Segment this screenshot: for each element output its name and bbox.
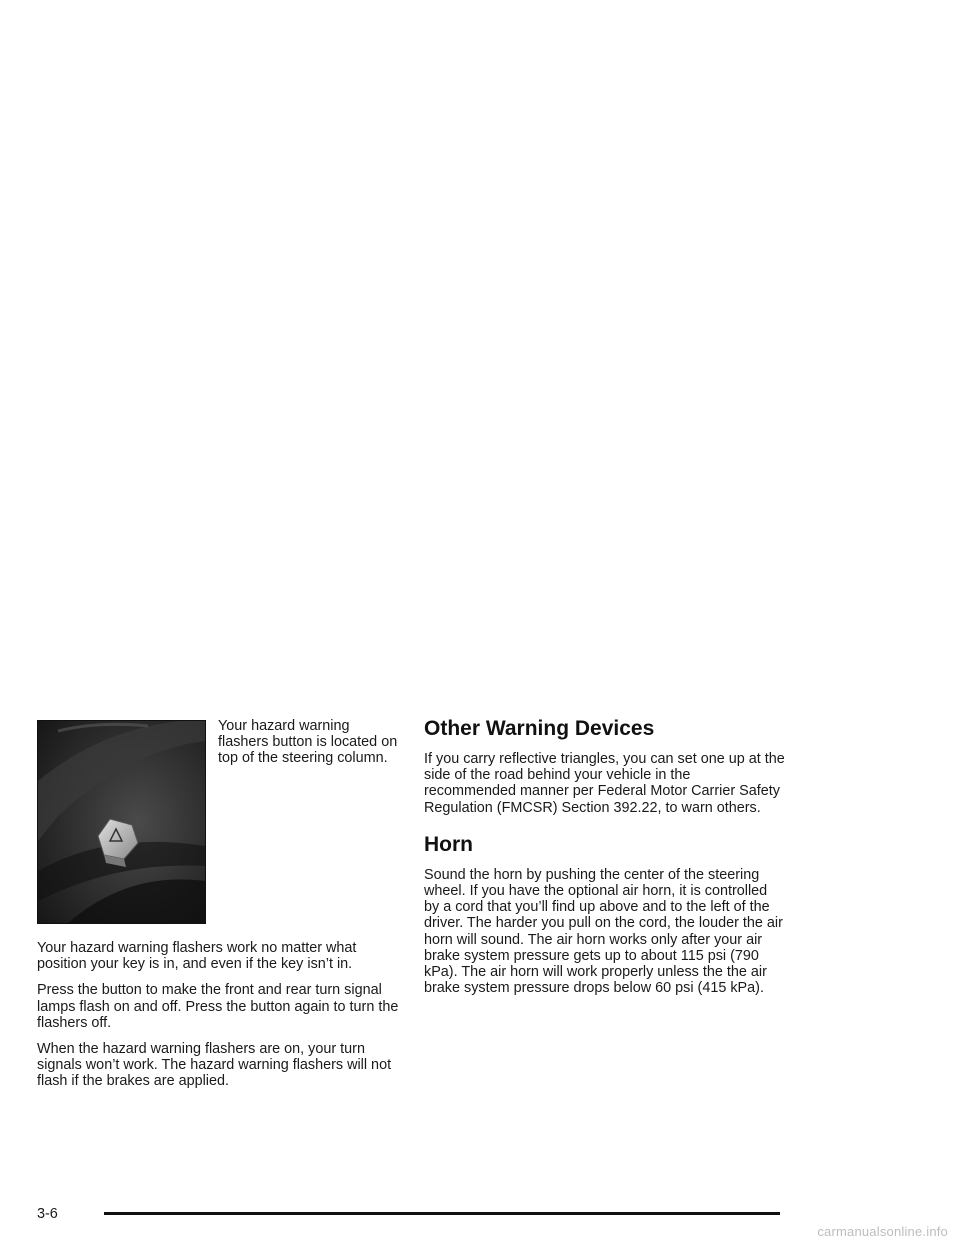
paragraph: When the hazard warning flashers are on, your turn signals won’t work. The hazard warning flashers will not flash if the brakes are applied. (37, 1041, 392, 1090)
left-column (37, 940, 399, 1100)
paragraph: Press the button to make the front and rear turn signal lamps flash on and off. Press the button again to turn the flashers off. (37, 982, 399, 1031)
figure-caption: Your hazard warning flashers button is located on top of the steering column. (218, 718, 398, 767)
hazard-button-photo (37, 720, 206, 924)
paragraph: Your hazard warning flashers work no matter what position your key is in, and even if the key isn’t in. (37, 940, 357, 973)
right-column (424, 716, 786, 996)
section-body: If you carry reflective triangles, you can set one up at the side of the road behind your vehicle in the recommended manner per Federal Motor Carrier Safety Regulation (FMCSR) Section 392.22, to warn others. (424, 751, 785, 816)
section-heading-horn: Horn (424, 832, 473, 856)
page-number: 3-6 (37, 1206, 58, 1222)
section-body: Sound the horn by pushing the center of the steering wheel. If you have the optional air horn, it is controlled by a cord that you’ll find up above and to the left of the driver. The harder you pull on the cord, the louder the air horn will sound. The air horn works only after your air brake system pressure gets up to about 115 psi (790 kPa). The air horn will work properly unless the the air brake system pressure drops below 60 psi (415 kPa). (424, 866, 783, 997)
steering-column-illustration (38, 721, 205, 923)
footer-rule (104, 1212, 780, 1215)
watermark: carmanualsonline.info (817, 1224, 948, 1239)
section-heading-other-warning-devices: Other Warning Devices (424, 717, 655, 740)
